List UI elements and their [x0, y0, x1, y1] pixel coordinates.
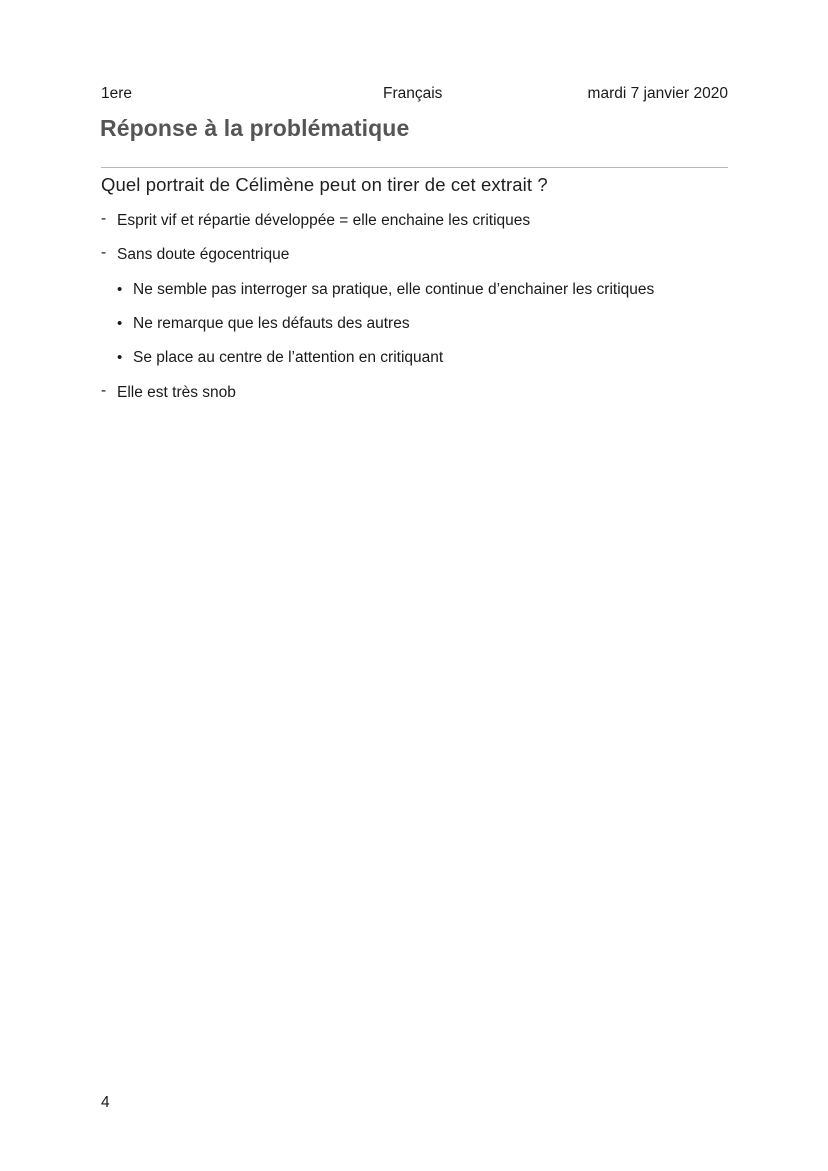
header-subject: Français — [383, 85, 443, 102]
bullet-marker: • — [117, 315, 123, 332]
bullet-marker: • — [117, 281, 123, 298]
bullet-marker: • — [117, 349, 123, 366]
sub-item-2: Ne remarque que les défauts des autres — [133, 315, 410, 332]
list-item-3: Elle est très snob — [117, 384, 236, 401]
dash-marker: - — [101, 382, 107, 399]
title-divider — [101, 167, 728, 168]
header-level: 1ere — [101, 85, 133, 102]
page-title: Réponse à la problématique — [100, 115, 410, 141]
sub-item-1: Ne semble pas interroger sa pratique, elle continue d’enchainer les critiques — [133, 281, 655, 298]
list-item-1: Esprit vif et répartie développée = elle enchaine les critiques — [117, 212, 531, 229]
page-number: 4 — [101, 1094, 110, 1111]
header-date: mardi 7 janvier 2020 — [587, 85, 728, 102]
dash-marker: - — [101, 210, 107, 227]
dash-marker: - — [101, 244, 107, 261]
question-text: Quel portrait de Célimène peut on tirer de cet extrait ? — [101, 174, 548, 195]
list-item-2: Sans doute égocentrique — [117, 246, 290, 263]
page-header — [101, 84, 728, 106]
sub-item-3: Se place au centre de l’attention en critiquant — [133, 349, 444, 366]
